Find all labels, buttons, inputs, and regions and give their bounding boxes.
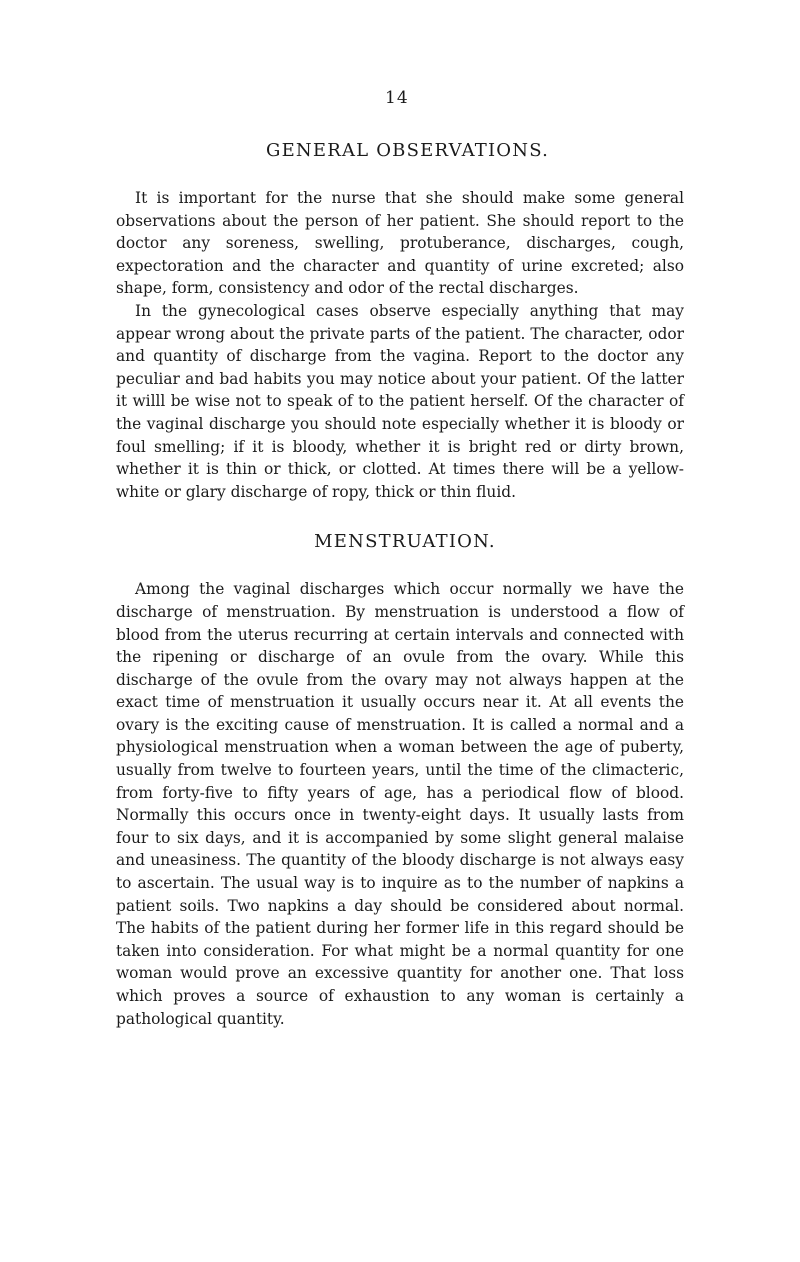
page-content xyxy=(116,140,684,1030)
paragraph: It is important for the nurse that she should make some general observations about the person of her patient. She should report to the doctor any soreness, swelling, protuberance, discharges, cough, expectoration and the character and quantity of urine excreted; also shape, form, consistency and odor of the rectal discharges. xyxy=(116,189,684,298)
section-heading-menstruation: MENSTRUATION. xyxy=(314,531,496,553)
section-heading-general-observations: GENERAL OBSERVATIONS. xyxy=(265,140,550,161)
paragraph: Among the vaginal discharges which occur normally we have the discharge of menstruation. By menstruation is understood a flow of blood from the uterus recurring at certain intervals and connected with the ripening or discharge of an ovule from the ovary. While this discharge of the ovule from the ovary may not always happen at the exact time of menstruation it usually occurs near it. At all events the ovary is the exciting cause of menstruation. It is called a normal and a physiological menstruation when a woman between the age of puberty, usually from twelve to fourteen years, until the time of the climacteric, from forty-five to fifty years of age, has a periodical flow of blood. Normally this occurs once in twenty-eight days. It usually lasts from four to six days, and it is accompanied by some slight general malaise and uneasiness. The quantity of the bloody discharge is not always easy to ascertain. The usual way is to inquire as to the number of napkins a patient soils. Two napkins a day should be considered about normal. The habits of the patient during her former life in this regard should be taken into consideration. For what might be a normal quantity for one woman would prove an excessive quantity for another one. That loss which proves a source of exhaustion to any woman is certainly a pathological quantity. xyxy=(116,580,684,1028)
section-menstruation xyxy=(116,578,684,1030)
paragraph: In the gynecological cases observe especially anything that may appear wrong about the private parts of the patient. The character, odor and quantity of discharge from the vagina. Report to the doctor any peculiar and bad habits you may notice about your patient. Of the latter it willl be wise not to speak of to the patient herself. Of the character of the vaginal discharge you should note especially whether it is bloody or foul smelling; if it is bloody, whether it is bright red or dirty brown, whether it is thin or thick, or clotted. At times there will be a yellow-white or glary discharge of ropy, thick or thin fluid. xyxy=(116,301,684,501)
page-number: 14 xyxy=(385,88,409,108)
section-general-observations xyxy=(116,187,684,503)
